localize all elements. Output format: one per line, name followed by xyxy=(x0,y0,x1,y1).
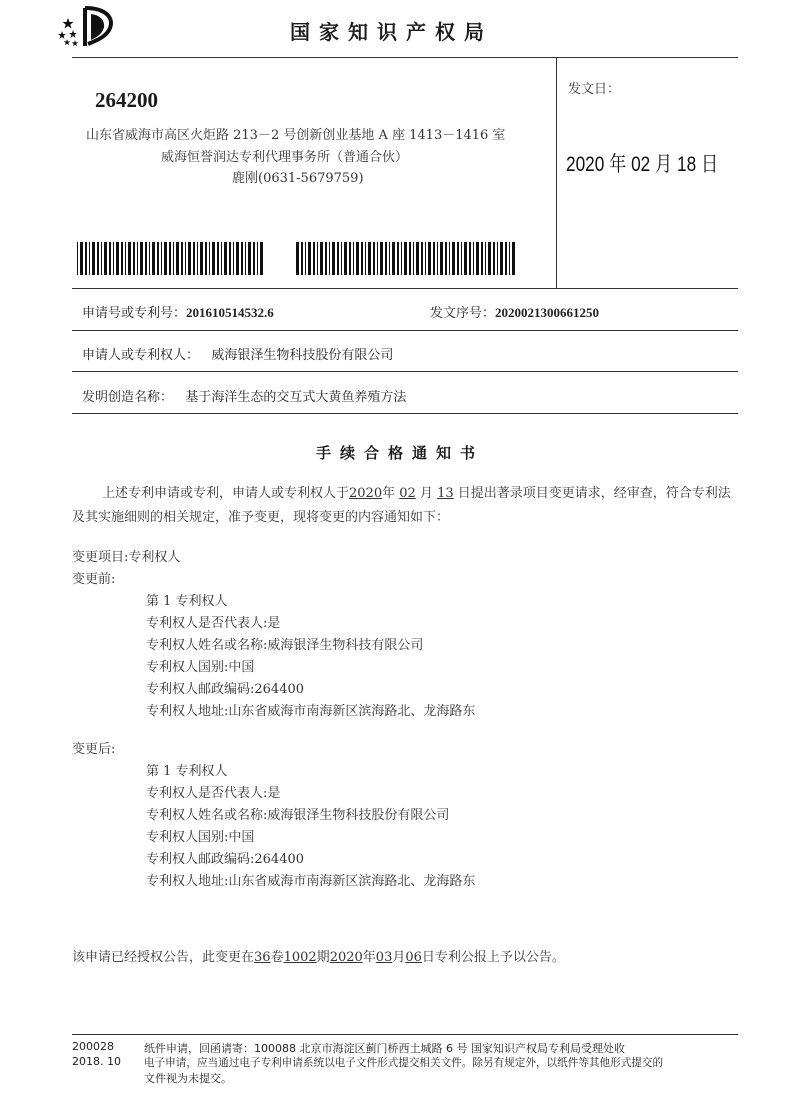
announcement-text: 日专利公报上予以公告。 xyxy=(421,950,565,965)
serial-number-field xyxy=(430,302,599,321)
gazette-year: 2020 xyxy=(329,950,363,965)
footer-mail-note: 纸件申请，回函请寄：100088 北京市海淀区蓟门桥西土城路 6 号 国家知识产权局专利局受理处收 xyxy=(144,1042,625,1055)
invention-label: 发明创造名称： xyxy=(82,390,174,405)
before-line: 专利权人国别:中国 xyxy=(146,660,255,675)
divider xyxy=(556,57,557,288)
after-line: 专利权人是否代表人:是 xyxy=(146,786,281,801)
applicant-label: 申请人或专利权人： xyxy=(82,348,200,363)
request-day: 13 xyxy=(437,486,454,501)
barcode xyxy=(296,242,516,275)
divider xyxy=(72,288,738,289)
notice-intro xyxy=(72,482,740,530)
request-year: 2020 xyxy=(349,486,383,501)
after-label: 变更后: xyxy=(72,742,116,757)
after-line: 专利权人邮政编码:264400 xyxy=(146,852,305,867)
invention-name: 基于海洋生态的交互式大黄鱼养殖方法 xyxy=(185,390,407,405)
notice-title: 手续合格通知书 xyxy=(315,444,484,462)
before-line: 第 1 专利权人 xyxy=(146,594,228,609)
gazette-issue: 1002 xyxy=(283,950,317,965)
footer-electronic-note-cont: 文件视为未提交。 xyxy=(144,1072,232,1085)
issue-date-label: 发文日： xyxy=(568,82,621,97)
cnipa-logo-icon xyxy=(58,4,118,48)
before-line: 专利权人地址:山东省威海市南海新区滨海路北、龙海路东 xyxy=(146,704,476,719)
announcement-text: 期 xyxy=(316,950,330,965)
agency-name: 国家知识产权局 xyxy=(290,20,493,44)
invention-field xyxy=(82,386,406,405)
divider xyxy=(72,371,738,372)
month-char: 月 xyxy=(419,486,433,501)
serial-number-label: 发文序号： xyxy=(430,306,496,321)
applicant-name: 威海银泽生物科技股份有限公司 xyxy=(211,348,394,363)
announcement-text: 月 xyxy=(392,950,406,965)
application-number-label: 申请号或专利号： xyxy=(82,306,187,321)
intro-text: 上述专利申请或专利，申请人或专利权人于 xyxy=(102,486,350,501)
gazette-month: 03 xyxy=(375,950,393,965)
announcement-text: 卷 xyxy=(270,950,284,965)
before-label: 变更前: xyxy=(72,572,116,587)
after-line: 专利权人国别:中国 xyxy=(146,830,255,845)
gazette-volume: 36 xyxy=(254,950,271,965)
agency-firm: 威海恒誉润达专利代理事务所（普通合伙） xyxy=(161,150,409,165)
footer-divider xyxy=(72,1034,738,1035)
after-line: 专利权人地址:山东省威海市南海新区滨海路北、龙海路东 xyxy=(146,874,476,889)
divider xyxy=(72,57,738,58)
application-number-field xyxy=(82,302,274,321)
contact-person: 鹿刚(0631-5679759) xyxy=(232,171,364,186)
after-line: 专利权人姓名或名称:威海银泽生物科技股份有限公司 xyxy=(146,808,450,823)
recipient-address: 山东省威海市高区火炬路 213－2 号创新创业基地 A 座 1413－1416 室 xyxy=(86,128,506,143)
before-line: 专利权人是否代表人:是 xyxy=(146,616,281,631)
form-version: 2018. 10 xyxy=(72,1055,121,1068)
gazette-day: 06 xyxy=(405,950,422,965)
announcement-text: 该申请已经授权公告，此变更在 xyxy=(72,950,255,965)
request-month: 02 xyxy=(399,486,416,501)
barcode xyxy=(77,242,263,275)
postcode: 264200 xyxy=(95,88,158,112)
applicant-field xyxy=(82,344,393,363)
divider xyxy=(72,413,738,414)
application-number: 201610514532.6 xyxy=(186,305,274,320)
serial-number: 2020021300661250 xyxy=(495,305,600,320)
year-char: 年 xyxy=(382,486,396,501)
change-item: 变更项目:专利权人 xyxy=(72,550,181,565)
intro-text: 日提出著录项目变更请求，经审查，符合专利法及其实施细则的相关规定，准予变更，现将变更的内容通知如下： xyxy=(72,486,731,525)
announcement-text: 年 xyxy=(362,950,376,965)
form-code: 200028 xyxy=(72,1040,114,1053)
announcement xyxy=(72,946,565,965)
before-line: 专利权人姓名或名称:威海银泽生物科技有限公司 xyxy=(146,638,424,653)
after-line: 第 1 专利权人 xyxy=(146,764,228,779)
footer-electronic-note: 电子申请，应当通过电子专利申请系统以电子文件形式提交相关文件。除另有规定外，以纸件等其他形式提交的 xyxy=(144,1057,664,1069)
issue-date: 2020 年 02 月 18 日 xyxy=(566,153,719,176)
divider xyxy=(72,330,738,331)
before-line: 专利权人邮政编码:264400 xyxy=(146,682,305,697)
